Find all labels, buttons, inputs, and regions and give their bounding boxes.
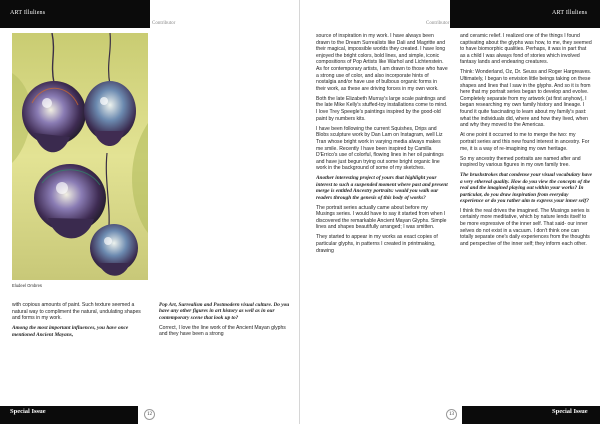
right-column-1	[460, 33, 592, 403]
right-page-number: 13	[446, 409, 457, 420]
left-footer-label: Special Issue	[10, 408, 46, 415]
paragraph: At one point it occurred to me to merge the two: my portrait series and this new found interest in ancestry. For me, it is a way of re-imagining my own heritage.	[460, 132, 590, 152]
paragraph: The portrait series actually came about before my Musings series. I would have to say it started from when I discovered the remarkable Ancient Mayan Glyphs. Simple lines and shapes beautifully arranged; I was smitten.	[316, 204, 447, 231]
interview-question: The brushstrokes that condense your visual vocabulary have a very ethereal quality. How do you view the concepts of the real and the imagined playing out within your works? In particular, do you draw inspiration from everyday experience or do you rather aim to express your inner self?	[460, 172, 592, 204]
paragraph: Both the late Elizabeth Murray's large scale paintings and the late Mike Kelly's stuffed-toy installations come to mind. I love Trey Speegle's paintings inspired by the good-old paint by numbers kits.	[316, 95, 448, 122]
interview-question: Pop Art, Surrealism and Postmodern visual culture. Do you have any other figures in art history as well as in our contemporary scene that look up to?	[159, 302, 290, 321]
left-running-head: Contributor	[152, 21, 176, 26]
paragraph: Correct, I love the line work of the Ancient Mayan glyphs and they have been a strong	[159, 324, 286, 338]
left-column-3	[159, 302, 295, 341]
left-column-1	[12, 302, 148, 342]
paragraph: source of inspiration in my work. I have always been drawn to the Dream Surrealists like Dali and Magritte and their magical, impossible worlds they created. I have long enjoyed the bright colors, bold lines, and simple, iconic compositions of Pop Artists like Warhol and Lichtenstein. As for contemporary artists, I am drawn to those who have a strong use of color, and also incorporate hints of nostalgia and/or have use of bulbous organic forms in their work, as these are driving forces in my own work.	[316, 33, 448, 92]
paragraph: and ceramic relief. I realized one of the things I found captivating about the glyphs was how, to me, they seemed to have biomorphic qualities. Perhaps, it was in part that as a child I was always fond of stories which involved fantasy lands and endearing creatures.	[460, 33, 592, 66]
paragraph: Think: Wonderland, Oz, Dr. Seuss and Roger Hargreaves. Ultimately, I began to envision little beings taking on these shapes and lines that I saw in the glyphs. And so it is from here that my portrait series began to develop and evolve. Completely separate from my artwork (at first anyhow), I began researching my own family history and lineage. I found it quite fascinating to learn about my family's past: what the individuals did, where and how they lived, when and why they moved to the Americas.	[460, 69, 592, 129]
left-header-title: ART Illuliens	[10, 10, 46, 16]
paragraph: They started to appear in my works as exact copies of particular glyphs, in patterns I created in printmaking, drawing	[316, 234, 438, 254]
right-footer-label: Special Issue	[552, 408, 588, 415]
painting-illustration	[12, 33, 148, 280]
paragraph: I have been following the current Squishes, Drips and Blobs sculpture work by Dan Lam on Instagram, well Liz Tran whose bright work in varying media always makes me smile. Recently I have been inspired by Camilla D'Errico's use of colorful, flowing lines in her oil paintings and have just begun trying out some bright organic line work in the background of some of my sketches.	[316, 125, 444, 172]
paragraph: So my ancestry themed portraits are named after and inspired by various figures in my own family tree.	[460, 155, 581, 169]
right-running-head: Contributor	[426, 21, 450, 26]
right-header-title: ART Illuliens	[552, 10, 588, 16]
paragraph: I think the real drives the imagined. The Musings series is certainly more meditative, which by nature lends itself to be more expressive of the inner self. That said- our inner selves do not exist in a vacuum. I don't think one can totally separate one's daily experiences from the thoughts and perspective of the inner self; they inform each other.	[460, 207, 590, 247]
artwork-image	[12, 33, 148, 280]
image-caption: Eludeel Ombres	[12, 283, 43, 288]
interview-question: Another interesting project of yours that highlight your interest to such a suspended moment where past and present merge is entitled Ancestry portraits: would you walk our readers through the genesis of this body of works?	[316, 175, 448, 201]
interview-question: Among the most important influences, you have once mentioned Ancient Mayans,	[12, 325, 129, 338]
left-page-number: 12	[144, 409, 155, 420]
paragraph: with copious amounts of paint. Such texture seemed a natural way to compliment the natural, undulating shapes and forms in my work.	[12, 302, 141, 322]
